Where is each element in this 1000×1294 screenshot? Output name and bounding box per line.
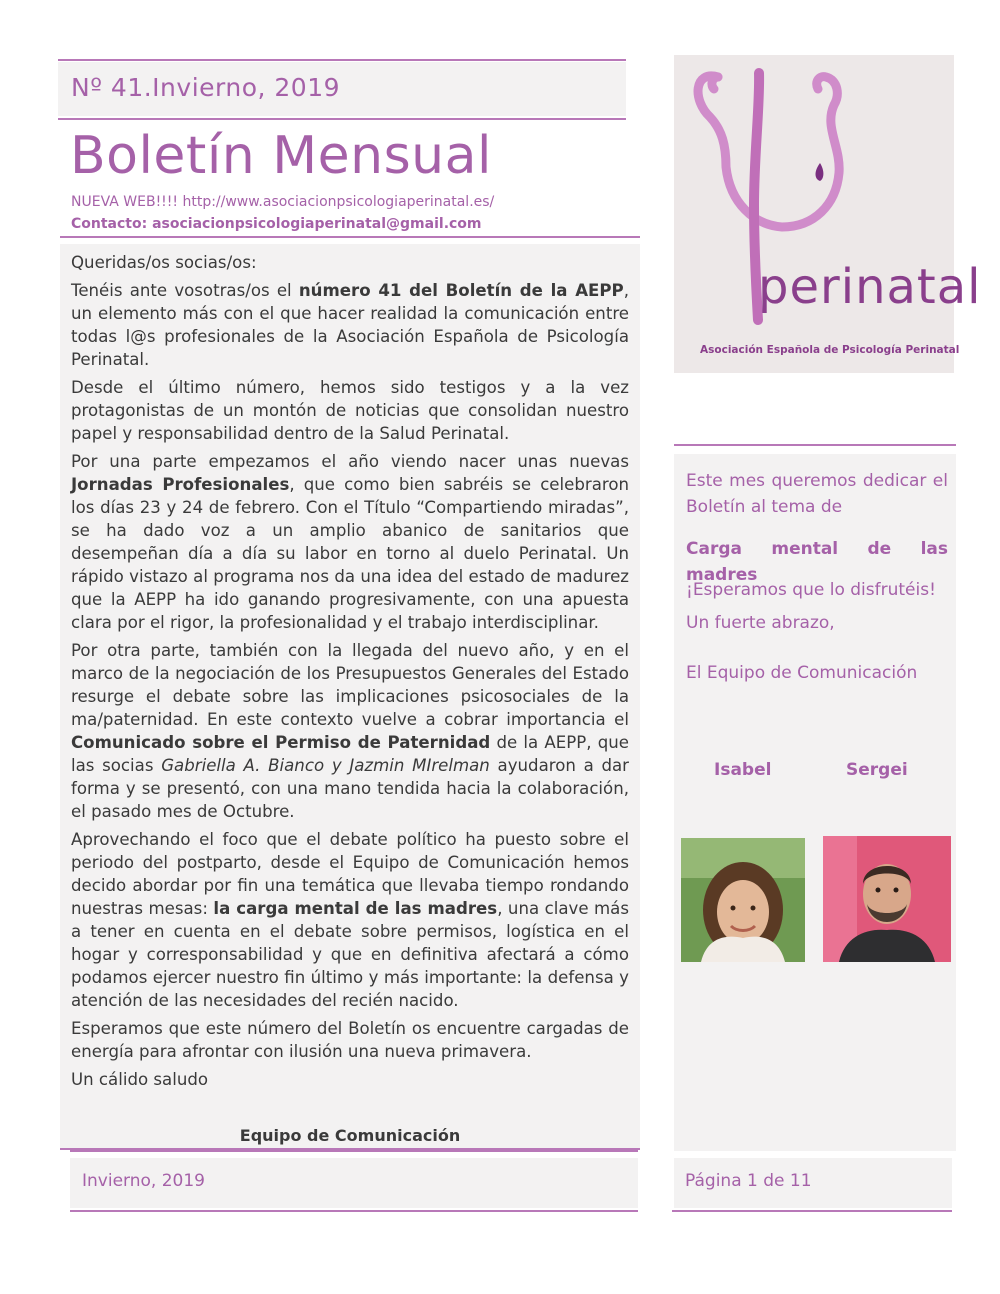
- sidebar-top-rule: [674, 444, 956, 446]
- issue-label: Nº 41.Invierno, 2019: [71, 73, 341, 102]
- psi-symbol-icon: [674, 55, 954, 373]
- web-link[interactable]: NUEVA WEB!!!! http://www.asociacionpsicologiaperinatal.es/: [71, 194, 495, 210]
- paragraph-4: Por otra parte, también con la llegada del nuevo año, y en el marco de la negociación de los Presupuestos Generales del Estado resurge el debate sobre las implicaciones psicosociales de la ma/paternidad. En este contexto vuelve a cobrar importancia el Comunicado sobre el Permiso de Paternidad de la AEPP, que las socias Gabriella A. Bianco y Jazmin MIrelman ayudaron a dar forma y se presentó, con una mano tendida hacia la colaboración, el pasado mes de Octubre.: [71, 641, 629, 821]
- sidebar-team: El Equipo de Comunicación: [686, 663, 918, 683]
- avatar-sergei: [823, 836, 951, 962]
- paragraph-5: Aprovechando el foco que el debate político ha puesto sobre el periodo del postparto, desde el Equipo de Comunicación hemos decido abordar por fin una temática que llevaba tiempo rondando nuestras mesas: la carga mental de las madres, una clave más a tener en cuenta en el debate sobre permisos, logística en el hogar y corresponsabilidad y que en definitiva afectará a cómo podamos ejercer nuestro fin último y más importante: la defensa y atención de las necesidades del recién nacido.: [71, 830, 629, 1010]
- paragraph-3: Por una parte empezamos el año viendo nacer unas nuevas Jornadas Profesionales, que como bien sabréis se celebraron los días 23 y 24 de febrero. Con el Título “Compartiendo miradas”, se ha dado voz a un amplio abanico de sanitarios que desempeñan día a día su labor en torno al duelo Perinatal. Un rápido vistazo al programa nos da una idea del estado de madurez que la AEPP ha ido ganando progresivamente, con una apuesta clara por el rigor, la profesionalidad y el trabajo interdisciplinar.: [71, 452, 629, 632]
- paragraph-1: Tenéis ante vosotras/os el número 41 del Boletín de la AEPP, un elemento más con el que hacer realidad la comunicación entre todas l@s profesionales de la Asociación Española de Psicología Perinatal.: [71, 281, 629, 369]
- signature: Equipo de Comunicación: [239, 1126, 461, 1145]
- association-logo: [674, 55, 982, 373]
- logo-wordmark: perinatal: [758, 259, 982, 315]
- page-number: Página 1 de 11: [685, 1171, 812, 1191]
- member-name-sergei: Sergei: [846, 760, 908, 780]
- footer-season: Invierno, 2019: [82, 1171, 205, 1191]
- greeting: Queridas/os socias/os:: [71, 253, 257, 272]
- sidebar-wish: ¡Esperamos que lo disfrutéis!: [686, 580, 936, 600]
- header-mid-rule: [58, 118, 626, 120]
- logo-subtitle: Asociación Española de Psicología Perinatal: [700, 344, 960, 356]
- letter-body: [71, 251, 629, 1096]
- sidebar-topic: Carga mental de las madres: [686, 539, 948, 585]
- paragraph-2: Desde el último número, hemos sido testigos y a la vez protagonistas de un montón de noticias que consolidan nuestro papel y responsabilidad dentro de la Salud Perinatal.: [71, 378, 629, 443]
- page-title: Boletín Mensual: [70, 126, 492, 186]
- footer-right-bottom-rule: [672, 1210, 952, 1212]
- header-bottom-rule: [60, 236, 640, 238]
- sidebar-hug: Un fuerte abrazo,: [686, 613, 835, 633]
- closing: Un cálido saludo: [71, 1070, 209, 1089]
- footer-top-rule: [70, 1150, 638, 1152]
- footer-left-bottom-rule: [70, 1210, 638, 1212]
- avatar-isabel: [681, 838, 805, 962]
- sidebar-intro: Este mes queremos dedicar el Boletín al tema de: [686, 471, 948, 517]
- paragraph-6: Esperamos que este número del Boletín os encuentre cargadas de energía para afrontar con ilusión una nueva primavera.: [71, 1019, 629, 1061]
- member-name-isabel: Isabel: [714, 760, 772, 780]
- contact-email[interactable]: Contacto: asociacionpsicologiaperinatal@gmail.com: [71, 216, 482, 232]
- header-top-rule: [58, 59, 626, 61]
